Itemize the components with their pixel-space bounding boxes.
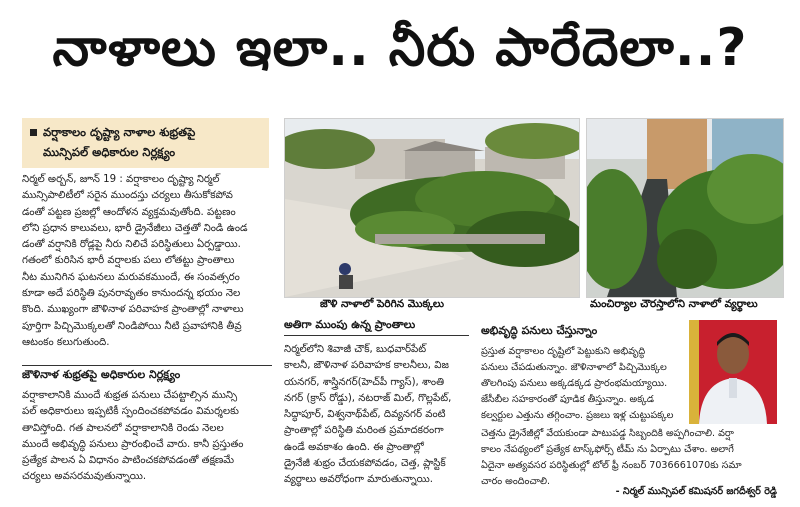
photo2-caption: మంచిర్యాల చౌరస్తాలోని నాళాలో వ్యర్థాలు xyxy=(590,298,758,310)
col2-line: డ్రైనేజీ శుభ్రం చేయకపోవడం, చెత్త, ప్లాస్టిక్ xyxy=(284,458,446,470)
subhead-line-2: మున్సిపల్ అధికారుల నిర్లక్ష్యం xyxy=(43,145,176,159)
col1-line: డంతో పట్టణ ప్రజల్లో ఆందోళన వ్యక్తమవుతోంది. పట్టణం xyxy=(22,206,236,218)
sidebar-line: చారం అందించాలి. xyxy=(481,476,551,487)
col2-line: ఉండే అవకాశం ఉంది. ఈ ప్రాంతాల్లో xyxy=(284,441,424,453)
bullet-icon xyxy=(30,129,37,136)
article-column-1b xyxy=(22,388,272,486)
sidebar-line: ప్రస్తుత వర్షాకాలం దృష్టిలో పెట్టుకుని అభివృద్ధి xyxy=(481,346,646,357)
col1-line: గతంలో కురిసిన భారీ వర్షాలకు పలు లోతట్టు ప్రాంతాలు xyxy=(22,255,235,267)
sidebar-line: కల్వర్టుల ఎత్తును తగ్గించాం. ప్రజలు ఇళ్ల చుట్టుపక్కల xyxy=(481,410,674,421)
col1-line: కొంది. ముఖ్యంగా జౌళినాళ పరివాహక ప్రాంతాల్లో నాళాలు xyxy=(22,304,244,316)
column2-heading: అతిగా ముంపు ఉన్న ప్రాంతాలు xyxy=(284,318,416,331)
col1-line: లోని ప్రధాన కాలువలు, భారీ డ్రైనేజీలు చెత్తతో నిండి ఉండ xyxy=(22,222,248,234)
sidebar-line: ఏదైనా అత్యవసర పరిస్థితుల్లో టోల్ ఫ్రీ నంబర్ 7036661070కు సమా xyxy=(481,460,742,471)
commissioner-photo-image xyxy=(689,320,777,424)
sidebar-heading: అభివృద్ధి పనులు చేస్తున్నాం xyxy=(481,324,598,337)
sidebar-line: చెత్తను డ్రైనేజీల్లో వేయకుండా పాటుపడ్డ సిబ్బందికి అప్పగించాలి. వర్షా xyxy=(481,428,734,439)
commissioner-quote-box xyxy=(475,318,781,503)
subhead-line-1-text: వర్షాకాలం దృష్ట్యా నాళాల శుభ్రతపై xyxy=(43,125,196,139)
col1-line: పూర్తిగా పిచ్చిమొక్కలతో నిండిపోయి నీటి ప్రవాహానికి తీవ్ర xyxy=(22,320,242,332)
photo1-caption: జౌళి నాళాలో పెరిగిన మొక్కలు xyxy=(320,298,444,310)
sidebar-line: తొలగింపు పనులు అక్కడక్కడ ప్రారంభమయ్యాయి. xyxy=(481,378,668,389)
col1-line: మున్సిపాలిటీలో సరైన ముందస్తు చర్యలు తీసుకోకపోవ xyxy=(22,190,233,202)
col2-line: కాలనీ, జౌళినాళ పరివాహక కాలనీలు, విజ xyxy=(284,360,449,372)
col2-line: నగర్ (క్రాస్ రోడ్డు), నటరాజ్ మిల్, గొల్లపేట్, xyxy=(284,392,452,404)
headline: నాళాలు ఇలా.. నీరు పారేదెలా..? xyxy=(52,17,748,78)
col1b-line: వర్షాకాలానికి ముందే శుభ్రత పనులు చేపట్టాల్సిన మున్సి xyxy=(22,390,238,401)
col1b-line: తావిస్తోంది. గత పాలనలో వర్షాకాలానికి రెండు నెలల xyxy=(22,422,224,434)
commissioner-photo xyxy=(689,320,777,424)
sidebar-line: పనులు చేపడుతున్నాం. జౌళినాళాలో పిచ్చిమొక్కల xyxy=(481,362,667,373)
photo-drain-waste-image xyxy=(587,119,783,297)
col2-line: సిద్ధాపూర్, విశ్వనాథ్‌పేట్, దివ్యనగర్ వంటి xyxy=(284,409,446,421)
col1b-line: ముందే అభివృద్ధి పనులు ప్రారంభించే వారు. కానీ ప్రస్తుతం xyxy=(22,438,244,450)
sidebar-line: కాలం నేపథ్యంలో ప్రత్యేక టాస్క్‌ఫోర్స్ టీమ్ ను ఏర్పాటు చేశాం. అలాగే xyxy=(481,444,734,455)
col1b-line: ప్రత్యేక పాలన ఏ విధానం పాటించకపోవడంతో తక్షణమే xyxy=(22,455,235,467)
sidebar-line: జేసీబీల సహకారంతో పూడిక తీస్తున్నాం. అక్కడ xyxy=(481,394,654,405)
col1-line: నిర్మల్ అర్బన్, జూన్ 19 : వర్షాకాలం దృష్ట్యా నిర్మల్ xyxy=(22,174,220,185)
col1-line: కూడా అదే పరిస్థితి పునరావృతం కానుందన్న భయం నెల xyxy=(22,288,241,300)
photo-drain-plants xyxy=(284,118,580,298)
photo-drain-plants-image xyxy=(285,119,579,297)
divider xyxy=(22,365,272,366)
col2-line: వ్యర్థాలు అవరోధంగా మారుతున్నాయి. xyxy=(284,474,433,486)
subhead-box xyxy=(22,118,269,168)
col1-line: నీట మునిగిన ఘటనలు మరువకముందే, ఈ సంవత్సరం xyxy=(22,271,240,283)
col2-line: ప్రాంతాల్లో పరిస్థితి మరింత ప్రమాదకరంగా xyxy=(284,425,444,437)
sidebar-text-bottom xyxy=(481,426,777,490)
col1-line: డంతో వర్షానికి రోడ్లపై నీరు నిలిచే పరిస్థితులు ఏర్పడ్డాయి. xyxy=(22,239,241,251)
col2-line: నిర్మల్‌లోని శివాజీ చౌక్, బుధవార్‌పేట్ xyxy=(284,344,427,355)
col1b-line: పల్ అధికారులు ఇప్పటికీ స్పందించకపోవడం విమర్శలకు xyxy=(22,406,239,418)
article-column-1 xyxy=(22,172,272,351)
col1b-line: చర్యలు అవసరమవుతున్నాయి. xyxy=(22,471,147,483)
col1-line: ఆటంకం కలుగుతుంది. xyxy=(22,336,110,348)
col2-line: యనగర్, శాస్త్రినగర్(హెచ్‌పీ గ్యాస్), శాంతి xyxy=(284,376,445,388)
column1-subheading: జౌళినాళ శుభ్రతపై అధికారుల నిర్లక్ష్యం xyxy=(22,368,181,381)
sidebar-signature: - నిర్మల్ మున్సిపల్ కమిషనర్ జగదీశ్వర్ రెడ్డి xyxy=(615,486,777,497)
photo-drain-waste xyxy=(586,118,784,298)
subhead-line-1 xyxy=(30,122,261,142)
divider xyxy=(284,335,469,336)
sidebar-text-top xyxy=(481,344,689,424)
article-column-2 xyxy=(284,342,469,489)
